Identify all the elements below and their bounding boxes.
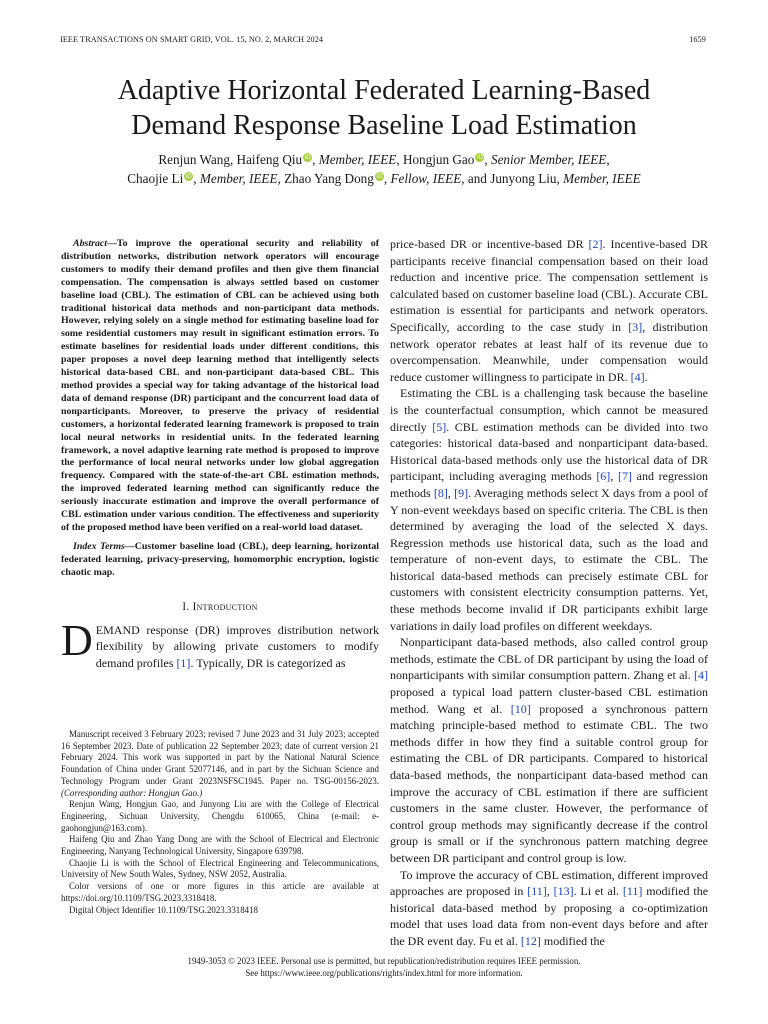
text: proposed a synchronous pattern matching principle-based method to estimate CBL. The two methods differ in how they find a suitable control group for estimating the CBL of DR participants. Compared to historical data-based methods, the nonparticipant data-based method can improve the accuracy of CBL estimation if there are sufficient customers in the same cluster. However, the performance of control group methods may significantly decrease if the control group is small or if the synchronous pattern matching degree between DR participant and control group is low.: [390, 701, 708, 865]
author-names-3: Chaojie Li: [127, 171, 184, 186]
intro-paragraph: [61, 615, 379, 672]
text: . Incentive-based DR participants receive financial compensation based on their load reduction and incentive price. The compensation settlement is calculated based on customer baseline load (CBL). Accurate CBL estimation is essential for participants and network operators. Specifically, according to the case study in: [390, 237, 708, 334]
right-column: [390, 236, 708, 950]
abstract-text: —To improve the operational security and reliability of distribution networks, distribution network operators will encourage customers to modify their demand profiles and then give them financial compensation. The compensation is always settled based on customer baseline load (CBL). The estimation of CBL can be achieved using both traditional historical data methods and non-participant data methods. However, relying solely on a single method for estimating baseline load for some residential customers may result in significant estimation errors. To estimate baselines for residential loads under different conditions, this paper proposes a novel deep learning method that intelligently selects historical data-based CBL and non-participant data-based CBL. This method provides a special way for taking advantage of the historical load data of demand response (DR) participant and the concurrent load data of nonparticipants. Moreover, to preserve the privacy of residential customers, a horizontal federated learning framework is proposed to train local neural networks in residential units. In the federated learning framework, a novel adaptive learning rate method is proposed to improve the performance of local neural networks under low global aggregation frequency. Compared with the state-of-the-art CBL estimation methods, the improved federated learning method can significantly reduce the seriously inaccurate estimation and improve the overall performance of CBL estimation under various condition. The effectiveness and superiority of the proposed method have been verified on a real-world load dataset.: [61, 238, 379, 533]
intro-text-a: EMAND response (DR) improves distribution network flexibility by allowing private customers to modify demand profiles: [95, 622, 379, 670]
author-names-2: , Hongjun Gao: [396, 152, 475, 167]
body-paragraph-4: [390, 867, 708, 950]
footnote-affiliation-3: Chaojie Li is with the School of Electrical Engineering and Telecommunications, University of New South Wales, Sydney, NSW 2052, Australia.: [61, 857, 379, 880]
footnote-manuscript-text: Manuscript received 3 February 2023; revised 7 June 2023 and 31 July 2023; accepted 16 September 2023. Date of publication 22 September 2023; date of current version 21 February 2024. This work was supported in part by the National Natural Science Foundation of China under Grant 52077146, and in part by the Sichuan Science and Technology Program under Grant 2023NSFSC1945. Paper no. TSG-00156-2023.: [61, 729, 379, 786]
orcid-icon[interactable]: iD: [376, 172, 383, 180]
orcid-icon[interactable]: iD: [185, 172, 192, 180]
running-header: [60, 35, 706, 44]
author-names-1: Renjun Wang, Haifeng Qiu: [158, 152, 303, 167]
author-line-1: Renjun Wang, Haifeng Qiu iD, Member, IEEE, Hongjun Gao iD, Senior Member, IEEE,: [158, 152, 610, 167]
footnote-doi: Digital Object Identifier 10.1109/TSG.2023.3318418: [69, 904, 258, 915]
citation-link[interactable]: [4]: [694, 668, 708, 683]
author-names-4: , Zhao Yang Dong: [277, 171, 374, 186]
abstract: [61, 238, 379, 535]
author-role-1: Member, IEEE: [318, 152, 397, 167]
paper-title: [40, 73, 728, 143]
text: . Averaging methods select X days from a pool of Y non-event weekdays based on specific criteria. The CBL is then determined by averaging the load of the selected X days. Regression methods use historical data, such as the load and temperature of non-event days, to estimate the CBL. The historical data-based methods can precisely estimate CBL for customers with consistent electricity consumption patterns. Yet, these methods become invalid if DR participants exhibit large variations in daily load profiles on different weekdays.: [390, 485, 708, 633]
corresponding-author: (Corresponding author: Hongjun Gao.): [61, 787, 203, 798]
text: .: [644, 369, 648, 384]
citation-link[interactable]: [3]: [628, 319, 643, 334]
title-line-2: Demand Response Baseline Load Estimation: [131, 110, 637, 141]
text: , distribution network operator rebates at least half of its revenue due to overcompensation. Meanwhile, under compensation would reduce customer willingness to participate in DR.: [390, 319, 708, 384]
copyright-notice: [0, 956, 768, 979]
section-numeral: I.: [182, 600, 193, 613]
left-column: [61, 238, 379, 671]
body-paragraph-2: [390, 385, 708, 634]
text: ,: [610, 469, 618, 484]
citation-link[interactable]: [2]: [588, 237, 603, 251]
citation-link[interactable]: [13]: [553, 884, 574, 899]
section-heading-introduction: [61, 601, 379, 613]
author-role-2: Senior Member, IEEE: [490, 152, 607, 167]
author-list: [40, 150, 728, 188]
text: . Li et al.: [573, 884, 623, 899]
abstract-label: Abstract: [73, 238, 108, 249]
orcid-icon[interactable]: iD: [304, 153, 311, 161]
text: Nonparticipant data-based methods, also called control group methods, estimate the CBL of DR participant by using the load of nonparticipants with similar consumption pattern. Zhang et al.: [390, 635, 708, 683]
text: modified the: [540, 933, 605, 948]
citation-link[interactable]: [12]: [520, 933, 541, 948]
intro-text-b: . Typically, DR is categorized as: [190, 655, 346, 670]
citation-link[interactable]: [4]: [630, 369, 645, 384]
citation-link[interactable]: [11]: [527, 884, 547, 899]
text: and regression methods: [390, 469, 708, 500]
footnote-affiliation-1: Renjun Wang, Hongjun Gao, and Junyong Liu are with the College of Electrical Engineering, Sichuan University, Chengdu 610065, China (e-mail: e-gaohongjun@163.com).: [61, 799, 379, 833]
citation-link[interactable]: [5]: [432, 419, 447, 434]
citation-link[interactable]: [11]: [622, 884, 643, 899]
author-role-3: Member, IEEE: [199, 171, 278, 186]
citation-link[interactable]: [1]: [176, 655, 191, 670]
citation-link[interactable]: [8]: [433, 485, 448, 500]
index-terms-label: Index Terms: [73, 540, 125, 552]
author-line-2: Chaojie Li iD, Member, IEEE, Zhao Yang Dong iD, Fellow, IEEE, and Junyong Liu, Member, IEEE: [127, 171, 641, 186]
text: . CBL estimation methods can be divided into two categories: historical data-based and nonparticipant data-based. Historical data-based methods only use the historical data of DR participant, including averaging methods: [390, 419, 708, 484]
title-line-1: Adaptive Horizontal Federated Learning-Based: [117, 75, 651, 106]
text: modified the historical data-based method by proposing a co-optimization model that uses load data from non-event days before and after the DR event day. Fu et al.: [390, 884, 709, 948]
section-title: Introduction: [192, 600, 258, 613]
text: Estimating the CBL is a challenging task because the baseline is the counterfactual consumption, which cannot be measured directly: [390, 386, 708, 434]
footnote-color-versions: Color versions of one or more figures in this article are available at https://doi.org/10.1109/TSG.2023.3318418.: [61, 881, 379, 903]
page-number: 1659: [689, 35, 706, 44]
citation-link[interactable]: [6]: [596, 469, 611, 484]
index-terms: [61, 541, 379, 580]
copyright-line-1: 1949-3053 © 2023 IEEE. Personal use is permitted, but republication/redistribution requires IEEE permission.: [187, 956, 581, 966]
citation-link[interactable]: [7]: [618, 469, 632, 484]
drop-cap: D: [61, 615, 93, 665]
journal-name: IEEE TRANSACTIONS ON SMART GRID, VOL. 15, NO. 2, MARCH 2024: [60, 35, 324, 44]
footnote-manuscript: [61, 729, 379, 799]
orcid-icon[interactable]: iD: [476, 153, 484, 161]
author-role-4: Fellow, IEEE: [390, 171, 462, 186]
text: To improve the accuracy of CBL estimation, different improved approaches are proposed in: [390, 867, 708, 899]
author-names-5: , and Junyong Liu,: [461, 171, 564, 186]
citation-link[interactable]: [10]: [510, 701, 531, 716]
author-role-5: Member, IEEE: [563, 171, 641, 186]
copyright-line-2: See https://www.ieee.org/publications/rights/index.html for more information.: [245, 967, 523, 978]
body-paragraph-3: [390, 634, 708, 866]
citation-link[interactable]: [9]: [454, 485, 469, 500]
text: price-based DR or incentive-based DR: [390, 237, 589, 251]
text: proposed a typical load pattern cluster-based CBL estimation method. Wang et al.: [390, 685, 708, 716]
index-terms-text: —Customer baseline load (CBL), deep learning, horizontal federated learning, privacy-preserving, homomorphic encryption, logistic chaotic map.: [61, 540, 380, 578]
text: ,: [546, 884, 554, 899]
text: ,: [447, 485, 455, 500]
footnote-affiliation-2: Haifeng Qiu and Zhao Yang Dong are with the School of Electrical and Electronic Engineering, Nanyang Technological University, Singapore 639798.: [61, 834, 379, 857]
footnotes: [61, 729, 379, 916]
body-paragraph-1: [390, 236, 708, 385]
